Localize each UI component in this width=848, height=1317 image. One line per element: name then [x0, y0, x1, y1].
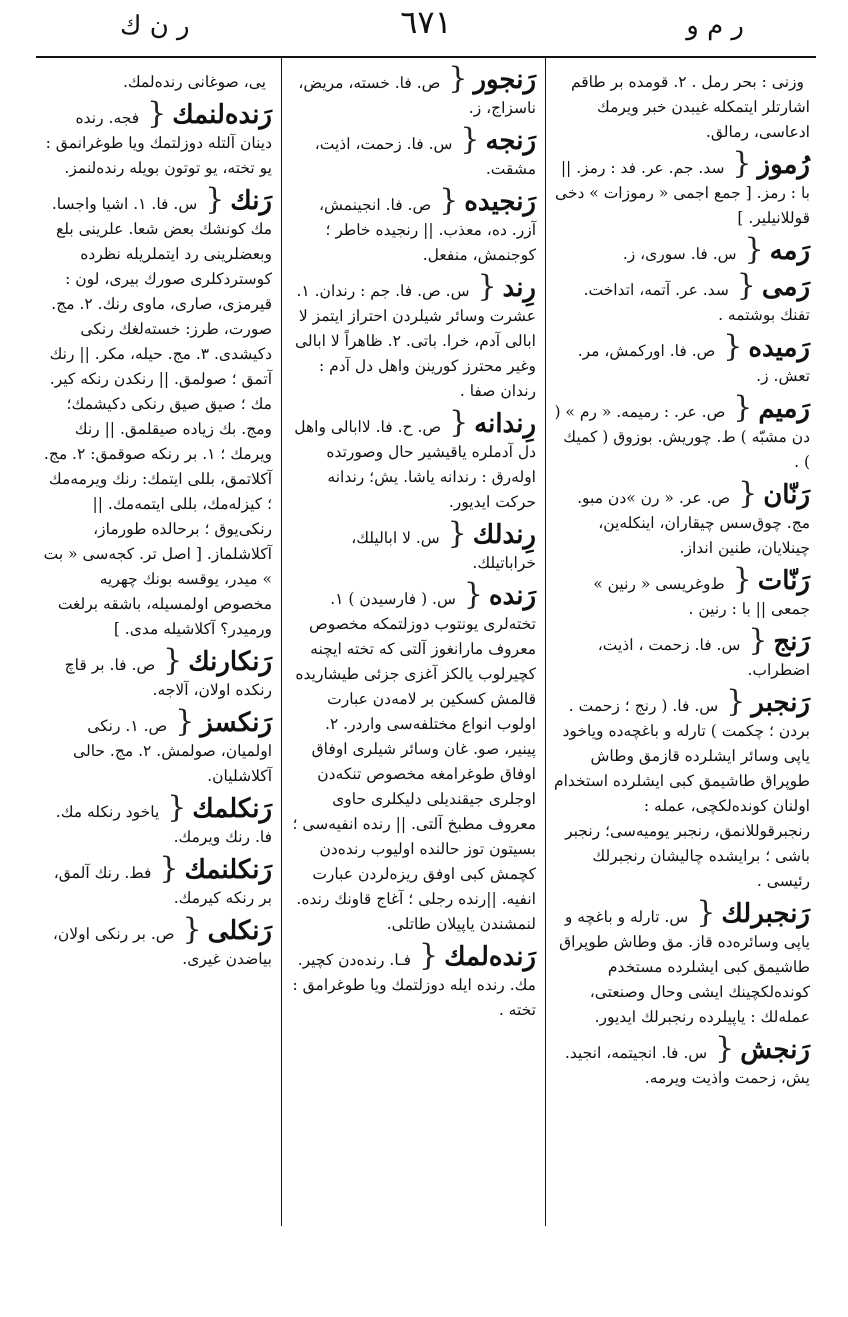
dictionary-entry	[42, 704, 272, 789]
entry-definition: یاخود رنکله مك. فا. رنك ویرمك.	[55, 803, 272, 846]
dictionary-entry	[554, 623, 810, 683]
dictionary-entry	[554, 268, 810, 328]
entry-definition: فـا. رنده‌دن کچیر. مك. رنده ایله دوزلتمك ویا طوغرامق : تخته .	[292, 951, 536, 1019]
column-right	[546, 58, 818, 1226]
entry-definition: ص. بر رنکی اولان، بیاضدن غیری.	[52, 925, 272, 968]
brace-glyph: {	[732, 562, 752, 597]
entry-definition: فجه. رنده دینان آلتله دوزلتمك ویا طوغرانمق : یو تخته، یو توتون بویله رنده‌لنمز.	[45, 109, 272, 177]
entry-definition: س. فا. زحمت ، اذیت، اضطراب.	[597, 636, 810, 679]
brace-glyph: {	[696, 895, 716, 930]
entry-headword: رَنج	[773, 627, 810, 657]
entry-definition: س. فا. سوری، ز.	[622, 245, 737, 263]
entry-definition: ص. فا. بر قاچ رنکده اولان، آلاجه.	[64, 656, 272, 699]
brace-glyph: {	[418, 938, 439, 973]
entry-headword: رِند	[502, 273, 536, 303]
entry-definition: ص. ١. رنکی اولمیان، صولمش. ٢. مج. حالی آکلاشلیان.	[73, 717, 272, 785]
dictionary-entry	[554, 390, 810, 475]
entry-definition: وزنی : بحر رمل . ٢. قومده بر طاقم اشارتلر ایتمکله غیبدن خبر ویرمك ادعاسی، رمالق.	[570, 73, 810, 141]
entry-definition: س. فا. زحمت، اذیت، مشقت.	[314, 135, 536, 178]
entry-definition: ص. فا. خسته، مریض، ناسزاج، ز.	[298, 74, 536, 117]
dictionary-entry	[290, 61, 536, 121]
brace-glyph: {	[477, 269, 497, 304]
entry-headword: رَنکلی	[207, 916, 272, 946]
entry-definition: س. فا. انجیتمه، انجید. یش، زحمت واذیت ویرمه.	[564, 1044, 810, 1087]
brace-glyph: {	[715, 1031, 735, 1066]
dictionary-entry	[290, 516, 536, 576]
entry-headword: رَنجبر	[751, 688, 810, 718]
dictionary-entry	[290, 405, 536, 515]
brace-glyph: {	[182, 912, 202, 947]
brace-glyph: {	[733, 390, 753, 425]
dictionary-entry	[554, 64, 810, 145]
brace-glyph: {	[726, 684, 746, 719]
dictionary-entry	[554, 476, 810, 561]
dictionary-entry	[554, 146, 810, 231]
entry-headword: رِندلك	[472, 520, 536, 550]
dictionary-entry	[554, 329, 810, 389]
dictionary-entry	[42, 790, 272, 850]
dictionary-entry	[290, 122, 536, 182]
entry-definition: س. ص. فا. جم : رندان. ١. عشرت وسائر شیلردن احتراز ایتمز لا ابالی آدم، خرا. باتی. ٢. ظاهراً لا ابالی وغیر محترز کورینن واهل دل آدم : رندان صفا .	[294, 282, 536, 400]
brace-glyph: {	[175, 704, 195, 739]
entry-headword: رَمی	[761, 272, 810, 302]
brace-glyph: {	[736, 268, 756, 303]
brace-glyph: {	[447, 516, 467, 551]
brace-glyph: {	[738, 476, 758, 511]
dictionary-entry	[42, 182, 272, 642]
entry-definition: س. تارله و باغچه و یاپی وسائره‌ده قاز. مق وطاش طوپراق طاشیمق کبی ایشلرده مستخدم کونده‌لکچینك ایشی وحال وصنعتی، عمله‌لك : یاپیلرده رنجبرلك ایدیور.	[559, 908, 810, 1026]
entry-headword: رَنده‌لمك	[444, 942, 536, 972]
entry-headword: رَنجه	[485, 126, 536, 156]
header-guide-left: ر ن ك	[120, 11, 190, 41]
entry-headword: رُموز	[757, 150, 810, 180]
dictionary-entry	[554, 895, 810, 1030]
entry-definition: ص. عر. « رن »دن مبو. مج. چوق‌سس چیقاران، اینکله‌ین، چینلایان، طنین انداز.	[577, 489, 810, 557]
entry-headword: رَنّان	[763, 480, 810, 510]
dictionary-entry	[554, 232, 810, 267]
dictionary-entry	[42, 64, 272, 95]
entry-definition: س. فا. ( رنج ؛ زحمت . بردن ؛ چکمت ) تارله و باغچه‌ده ویاخود یاپی وسائر ایشلرده قازمق وطاش طوپراق طاشیمق کبی ایشلرده استخدام اولنان کونده‌لکچی، عمله : رنجبرقوللانمق، رنجبر یومیه‌سی؛ رنجبر باشی ؛ برایشده چالیشان رنجبرلك رئیسی .	[553, 697, 810, 890]
entry-headword: رَنجور	[473, 65, 536, 95]
entry-definition: ط‌وغریسی « رنین » جمعی ||‌ با : رنین .	[593, 575, 810, 618]
dictionary-entry	[554, 1031, 810, 1091]
brace-glyph: {	[439, 183, 459, 218]
entry-definition: ص. فا. انجینمش، آزر. ده، معذب. ||‌ رنجیده خاطر ؛ کوجنمش، منفعل.	[318, 196, 536, 264]
entry-definition: ص. عر. : رمیمه. « رم » ( دن مشبّه ) ط. چوریش. بوزوق ( کمیك ) .	[554, 403, 810, 471]
header-guide-right: ر م و	[686, 11, 744, 41]
entry-headword: رِندانه	[474, 409, 536, 439]
entry-headword: رَمه	[769, 236, 810, 266]
dictionary-entry	[42, 96, 272, 181]
brace-glyph: {	[205, 182, 225, 217]
entry-definition: ص. ح. فا. لاابالی واهل دل آدملره یاقیشیر حال وصورتده اولەرق : رندانه یاشا. یش؛ رندانه حرکت ایدیور.	[294, 418, 536, 511]
brace-glyph: {	[159, 851, 179, 886]
entry-definition: س. لا ابالیلك، خراباتیلك.	[351, 529, 536, 572]
brace-glyph: {	[448, 61, 468, 96]
dictionary-entry	[290, 183, 536, 268]
entry-headword: رَنکارنك	[188, 647, 272, 677]
dictionary-entry	[290, 577, 536, 937]
page-number: ٦٧١	[400, 3, 452, 41]
brace-glyph: {	[744, 232, 764, 267]
entry-headword: رَمیده	[748, 333, 810, 363]
entry-headword: رَنجبرلك	[721, 899, 810, 929]
column-left	[34, 58, 280, 1226]
entry-definition: یی، صوغانی رنده‌لمك.	[122, 73, 266, 91]
entry-definition: س. ( فارسیدن ) ١. تخته‌لری یونتوب دوزلتمکه مخصوص معروف مارانغوز آلتی که تخته ایچنه کچیرلوب یالکز آغزی جزئی طیشاریده قالمش کسکین بر لامه‌دن عبارت اولوب انواع مختلفه‌سی واردر. ٢. پینیر، صو. غان وسائر شیلری اوفاق اوفاق طوغرامغه مخصوص تنکه‌دن اوجلری جیقندیلی دلیکلری حاوی معروف مطبخ آلتی. ||‌ رنده انفیه‌سی ؛ بسیتون توز حالنده اولیوب رنده‌دن کچمش کبی اوفق ریزه‌لردن عبارت انفیه. ||‌رنده رجلی ؛ آغاج قاونك رنده. لنمشندن یاپیلان طاتلی.	[292, 590, 536, 933]
entry-definition: ص. فا. اورکمش، مر. تعش. ز.	[577, 342, 810, 385]
dictionary-entry	[554, 562, 810, 622]
entry-headword: رَمیم	[758, 394, 810, 424]
entry-headword: رَنکلنمك	[184, 855, 272, 885]
brace-glyph: {	[449, 405, 469, 440]
entry-headword: رَنده‌لنمك	[172, 100, 272, 130]
brace-glyph: {	[748, 623, 768, 658]
entry-headword: رَنکسز	[200, 708, 272, 738]
entry-headword: رَنجش	[740, 1035, 810, 1065]
brace-glyph: {	[460, 122, 480, 157]
brace-glyph: {	[163, 643, 183, 678]
entry-definition: سد. جم. عر. فد : رمز. ||‌ با : رمز. [ جمع اجمی « رموزات » دخی قوللانیلیر. ]	[554, 159, 810, 227]
entry-headword: رَنده	[488, 581, 536, 611]
dictionary-entry	[42, 851, 272, 911]
brace-glyph: {	[147, 96, 167, 131]
brace-glyph: {	[732, 146, 752, 181]
entry-headword: رَنك	[230, 186, 272, 216]
page-header	[36, 0, 816, 58]
entry-definition: س. فا. ١. اشیا واجسا. مك کونشك بعض شعا. علرینی بلع وبعضلرینی رد ایتملریله نظرده کوستردکلری صورك بیری، لون : قیرمزی، صاری، ماوی رنك. ٢. مج. صورت، طرز: خسته‌لغك رنکی دکیشدی. ٣. مج. حیله، مکر. ||‌ رنك آتمق ؛ صولمق. ||‌ رنکدن رنکه کیر. مك ؛ صیق صیق رنکی دکیشمك؛ ومج. بك زیاده صیقلمق. ||‌ رنك ویرمك ؛ ١. بر رنکه صوقمق: ٢. مج. آکلاتمق، بللی ایتمك: رنك ویرمه‌مك ؛ کیزله‌مك، بللی ایتمه‌مك. ||‌ رنکی‌یوق ؛ برحالده طورماز، آکلاشلماز. [ اصل تر. کجه‌سی « بت » میدر، یوقسه بونك چهریه مخصوص اولمسیله، باشقه برلغت ورمیدر؟ آکلاشیله مدی. ]	[43, 195, 272, 638]
dictionary-entry	[290, 938, 536, 1023]
dictionary-entry	[553, 684, 810, 894]
entry-definition: سد. عر. آتمه، اتداخت. تفنك بوشتمه .	[583, 281, 810, 324]
dictionary-entry	[42, 912, 272, 972]
brace-glyph: {	[723, 329, 743, 364]
brace-glyph: {	[463, 577, 483, 612]
entry-headword: رَنّات	[757, 566, 810, 596]
entry-definition: فط. رنك آلمق، بر رنکه کیرمك.	[53, 864, 272, 907]
entry-headword: رَنجیده	[464, 187, 536, 217]
column-middle	[282, 58, 544, 1226]
dictionary-entry	[290, 269, 536, 404]
entry-headword: رَنکلمك	[192, 794, 272, 824]
dictionary-entry	[42, 643, 272, 703]
brace-glyph: {	[167, 790, 187, 825]
